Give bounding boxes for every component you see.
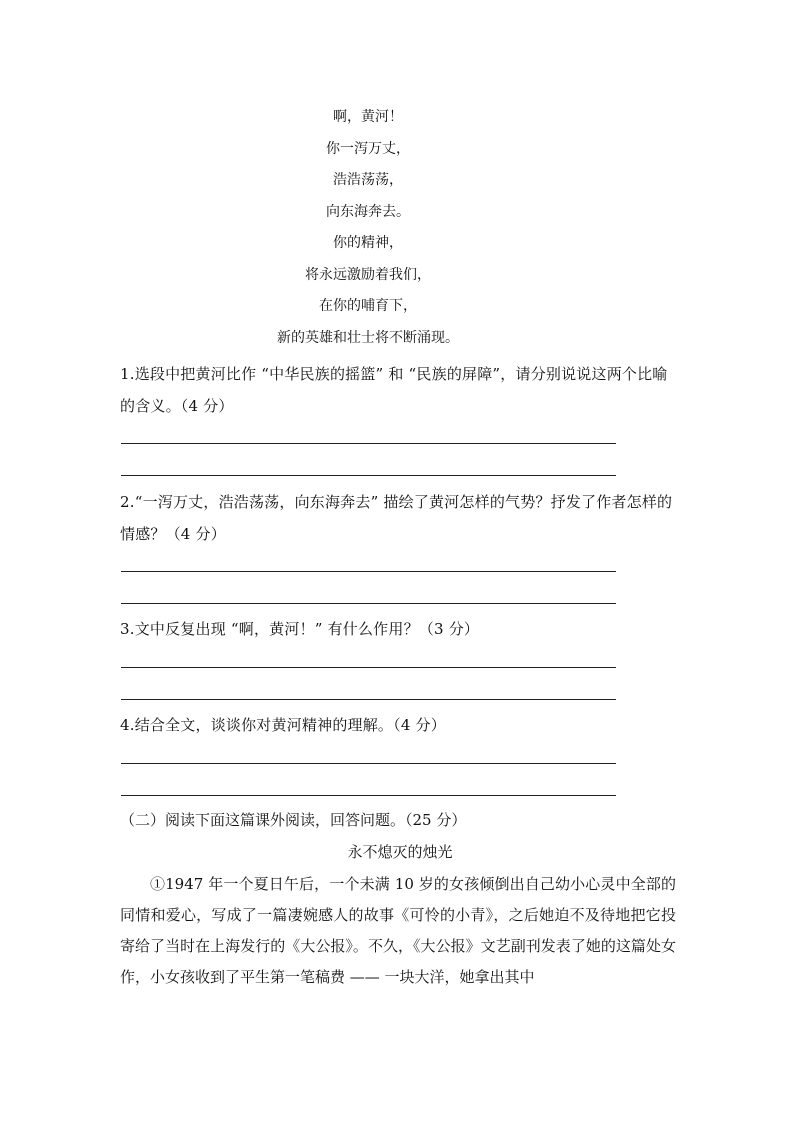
answer-line[interactable] xyxy=(121,571,616,572)
question-1: 1.选段中把黄河比作 “中华民族的摇篮” 和 “民族的屏障”，请分别说说这两个比喻的含义。（4 分） xyxy=(120,365,668,415)
poem-line: 你的精神， xyxy=(333,235,403,251)
answer-line[interactable] xyxy=(121,795,616,796)
answer-line[interactable] xyxy=(121,603,616,604)
poem-excerpt xyxy=(120,102,616,354)
article-paragraph: ①1947 年一个夏日午后，一个未满 10 岁的女孩倾倒出自己幼小心灵中全部的同情和爱心，写成了一篇凄婉感人的故事《可怜的小青》，之后她迫不及待地把它投寄给了当时在上海发行的《大公报》。不久，《大公报》文艺副刊发表了她的这篇处女作，小女孩收到了平生第一笔稿费 —— 一块大洋，她拿出其中 xyxy=(120,875,676,986)
question-3: 3.文中反复出现 “啊，黄河！” 有什么作用？（3 分） xyxy=(120,620,480,638)
answer-line[interactable] xyxy=(121,443,616,444)
answer-line[interactable] xyxy=(121,699,616,700)
poem-line: 新的英雄和壮士将不断涌现。 xyxy=(277,329,459,346)
question-2: 2.“一泻万丈，浩浩荡荡，向东海奔去” 描绘了黄河怎样的气势？抒发了作者怎样的情感？（4 分） xyxy=(120,493,673,543)
poem-line: 向东海奔去。 xyxy=(326,203,410,220)
question-4: 4.结合全文，谈谈你对黄河精神的理解。（4 分） xyxy=(120,716,446,734)
poem-line: 在你的哺育下， xyxy=(319,298,417,314)
section-heading: （二）阅读下面这篇课外阅读，回答问题。（25 分） xyxy=(120,811,467,829)
answer-line[interactable] xyxy=(121,475,616,476)
poem-line: 啊，黄河！ xyxy=(333,109,403,125)
poem-line: 浩浩荡荡， xyxy=(333,172,403,188)
article-title: 永不熄灭的烛光 xyxy=(347,843,453,861)
poem-line: 你一泻万丈， xyxy=(326,140,410,157)
poem-line: 将永远激励着我们， xyxy=(305,266,431,283)
answer-line[interactable] xyxy=(121,667,616,668)
answer-line[interactable] xyxy=(121,763,616,764)
